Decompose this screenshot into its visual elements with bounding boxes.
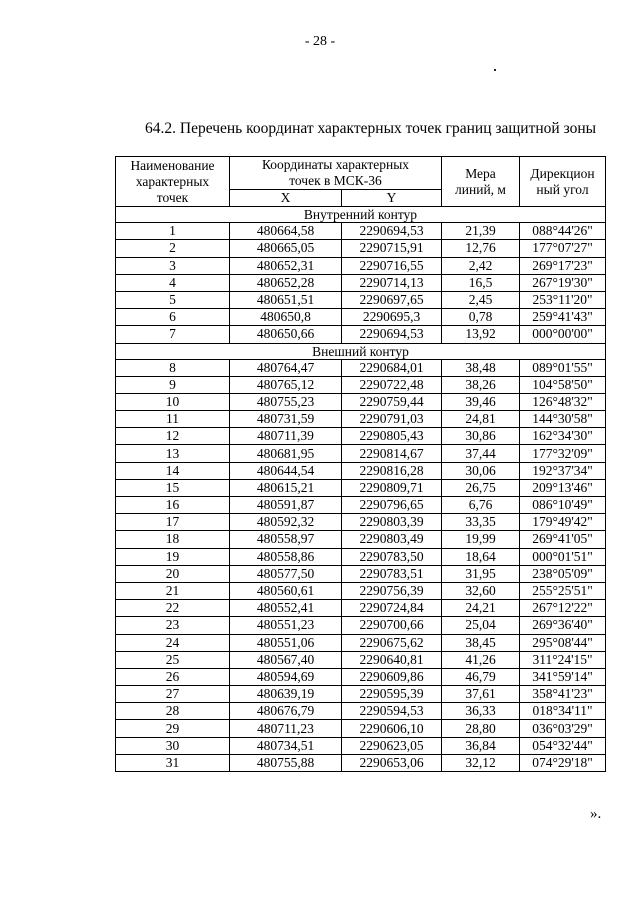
point-number-cell: 11 <box>116 411 230 428</box>
point-number-cell: 19 <box>116 548 230 565</box>
header-y: Y <box>342 190 442 207</box>
x-coordinate-cell: 480591,87 <box>230 497 342 514</box>
y-coordinate-cell: 2290805,43 <box>342 428 442 445</box>
header-direction-angle: Дирекцион ный угол <box>520 157 606 207</box>
table-row <box>116 686 606 703</box>
line-length-cell: 19,99 <box>442 531 520 548</box>
table-row <box>116 737 606 754</box>
direction-angle-cell: 267°19'30" <box>520 274 606 291</box>
point-number-cell: 21 <box>116 582 230 599</box>
line-length-cell: 46,79 <box>442 668 520 685</box>
x-coordinate-cell: 480551,06 <box>230 634 342 651</box>
table-row <box>116 600 606 617</box>
y-coordinate-cell: 2290715,91 <box>342 240 442 257</box>
direction-angle-cell: 209°13'46" <box>520 479 606 496</box>
line-length-cell: 38,48 <box>442 359 520 376</box>
table-row <box>116 326 606 343</box>
y-coordinate-cell: 2290816,28 <box>342 462 442 479</box>
direction-angle-cell: 269°17'23" <box>520 257 606 274</box>
header-point-name: Наименование характерных точек <box>116 157 230 207</box>
point-number-cell: 10 <box>116 393 230 410</box>
x-coordinate-cell: 480755,23 <box>230 393 342 410</box>
x-coordinate-cell: 480676,79 <box>230 703 342 720</box>
direction-angle-cell: 000°00'00" <box>520 326 606 343</box>
line-length-cell: 32,12 <box>442 754 520 771</box>
y-coordinate-cell: 2290609,86 <box>342 668 442 685</box>
line-length-cell: 36,84 <box>442 737 520 754</box>
point-number-cell: 12 <box>116 428 230 445</box>
table-row <box>116 497 606 514</box>
x-coordinate-cell: 480764,47 <box>230 359 342 376</box>
direction-angle-cell: 341°59'14" <box>520 668 606 685</box>
x-coordinate-cell: 480731,59 <box>230 411 342 428</box>
point-number-cell: 4 <box>116 274 230 291</box>
table-row <box>116 720 606 737</box>
line-length-cell: 13,92 <box>442 326 520 343</box>
table-row <box>116 668 606 685</box>
x-coordinate-cell: 480664,58 <box>230 223 342 240</box>
point-number-cell: 14 <box>116 462 230 479</box>
y-coordinate-cell: 2290595,39 <box>342 686 442 703</box>
page-title: 64.2. Перечень координат характерных точек границ защитной зоны <box>145 120 597 137</box>
direction-angle-cell: 162°34'30" <box>520 428 606 445</box>
direction-angle-cell: 358°41'23" <box>520 686 606 703</box>
table-row <box>116 514 606 531</box>
table-row <box>116 223 606 240</box>
point-number-cell: 25 <box>116 651 230 668</box>
point-number-cell: 23 <box>116 617 230 634</box>
table-row <box>116 479 606 496</box>
line-length-cell: 24,21 <box>442 600 520 617</box>
direction-angle-cell: 074°29'18" <box>520 754 606 771</box>
y-coordinate-cell: 2290722,48 <box>342 376 442 393</box>
header-coordinates: Координаты характерных точек в МСК-36 <box>230 157 442 190</box>
y-coordinate-cell: 2290700,66 <box>342 617 442 634</box>
table-row <box>116 393 606 410</box>
closing-quote: ». <box>590 806 602 822</box>
table-row <box>116 462 606 479</box>
table-row <box>116 565 606 582</box>
stray-dot <box>494 69 496 71</box>
y-coordinate-cell: 2290694,53 <box>342 223 442 240</box>
direction-angle-cell: 255°25'51" <box>520 582 606 599</box>
direction-angle-cell: 192°37'34" <box>520 462 606 479</box>
direction-angle-cell: 144°30'58" <box>520 411 606 428</box>
x-coordinate-cell: 480639,19 <box>230 686 342 703</box>
direction-angle-cell: 267°12'22" <box>520 600 606 617</box>
y-coordinate-cell: 2290623,05 <box>342 737 442 754</box>
y-coordinate-cell: 2290606,10 <box>342 720 442 737</box>
point-number-cell: 13 <box>116 445 230 462</box>
table-row <box>116 754 606 771</box>
y-coordinate-cell: 2290684,01 <box>342 359 442 376</box>
header-line-measure: Мера линий, м <box>442 157 520 207</box>
point-number-cell: 1 <box>116 223 230 240</box>
line-length-cell: 41,26 <box>442 651 520 668</box>
point-number-cell: 18 <box>116 531 230 548</box>
point-number-cell: 3 <box>116 257 230 274</box>
y-coordinate-cell: 2290809,71 <box>342 479 442 496</box>
y-coordinate-cell: 2290791,03 <box>342 411 442 428</box>
line-length-cell: 30,86 <box>442 428 520 445</box>
x-coordinate-cell: 480711,23 <box>230 720 342 737</box>
x-coordinate-cell: 480650,8 <box>230 309 342 326</box>
point-number-cell: 26 <box>116 668 230 685</box>
y-coordinate-cell: 2290675,62 <box>342 634 442 651</box>
direction-angle-cell: 177°07'27" <box>520 240 606 257</box>
table-body <box>116 207 606 772</box>
direction-angle-cell: 238°05'09" <box>520 565 606 582</box>
y-coordinate-cell: 2290716,55 <box>342 257 442 274</box>
table-row <box>116 634 606 651</box>
line-length-cell: 16,5 <box>442 274 520 291</box>
x-coordinate-cell: 480594,69 <box>230 668 342 685</box>
line-length-cell: 12,76 <box>442 240 520 257</box>
point-number-cell: 24 <box>116 634 230 651</box>
x-coordinate-cell: 480592,32 <box>230 514 342 531</box>
point-number-cell: 17 <box>116 514 230 531</box>
x-coordinate-cell: 480558,86 <box>230 548 342 565</box>
y-coordinate-cell: 2290724,84 <box>342 600 442 617</box>
line-length-cell: 28,80 <box>442 720 520 737</box>
table-row <box>116 376 606 393</box>
line-length-cell: 30,06 <box>442 462 520 479</box>
section-title: Внешний контур <box>116 343 606 359</box>
table-row <box>116 617 606 634</box>
line-length-cell: 39,46 <box>442 393 520 410</box>
point-number-cell: 28 <box>116 703 230 720</box>
y-coordinate-cell: 2290783,51 <box>342 565 442 582</box>
direction-angle-cell: 311°24'15" <box>520 651 606 668</box>
table-row <box>116 359 606 376</box>
point-number-cell: 22 <box>116 600 230 617</box>
line-length-cell: 38,45 <box>442 634 520 651</box>
direction-angle-cell: 269°41'05" <box>520 531 606 548</box>
y-coordinate-cell: 2290803,39 <box>342 514 442 531</box>
line-length-cell: 25,04 <box>442 617 520 634</box>
y-coordinate-cell: 2290759,44 <box>342 393 442 410</box>
section-row <box>116 207 606 223</box>
y-coordinate-cell: 2290814,67 <box>342 445 442 462</box>
direction-angle-cell: 000°01'51" <box>520 548 606 565</box>
line-length-cell: 38,26 <box>442 376 520 393</box>
line-length-cell: 37,44 <box>442 445 520 462</box>
x-coordinate-cell: 480577,50 <box>230 565 342 582</box>
table-row <box>116 445 606 462</box>
table-row <box>116 531 606 548</box>
point-number-cell: 15 <box>116 479 230 496</box>
direction-angle-cell: 086°10'49" <box>520 497 606 514</box>
point-number-cell: 5 <box>116 291 230 308</box>
line-length-cell: 18,64 <box>442 548 520 565</box>
direction-angle-cell: 179°49'42" <box>520 514 606 531</box>
y-coordinate-cell: 2290756,39 <box>342 582 442 599</box>
line-length-cell: 32,60 <box>442 582 520 599</box>
table-row <box>116 240 606 257</box>
line-length-cell: 0,78 <box>442 309 520 326</box>
table-row <box>116 309 606 326</box>
point-number-cell: 2 <box>116 240 230 257</box>
point-number-cell: 27 <box>116 686 230 703</box>
direction-angle-cell: 104°58'50" <box>520 376 606 393</box>
point-number-cell: 30 <box>116 737 230 754</box>
point-number-cell: 31 <box>116 754 230 771</box>
line-length-cell: 33,35 <box>442 514 520 531</box>
x-coordinate-cell: 480615,21 <box>230 479 342 496</box>
direction-angle-cell: 054°32'44" <box>520 737 606 754</box>
direction-angle-cell: 088°44'26" <box>520 223 606 240</box>
x-coordinate-cell: 480644,54 <box>230 462 342 479</box>
direction-angle-cell: 253°11'20" <box>520 291 606 308</box>
direction-angle-cell: 126°48'32" <box>520 393 606 410</box>
line-length-cell: 21,39 <box>442 223 520 240</box>
line-length-cell: 36,33 <box>442 703 520 720</box>
y-coordinate-cell: 2290653,06 <box>342 754 442 771</box>
x-coordinate-cell: 480650,66 <box>230 326 342 343</box>
y-coordinate-cell: 2290640,81 <box>342 651 442 668</box>
line-length-cell: 31,95 <box>442 565 520 582</box>
line-length-cell: 6,76 <box>442 497 520 514</box>
point-number-cell: 16 <box>116 497 230 514</box>
line-length-cell: 24,81 <box>442 411 520 428</box>
x-coordinate-cell: 480567,40 <box>230 651 342 668</box>
x-coordinate-cell: 480734,51 <box>230 737 342 754</box>
y-coordinate-cell: 2290714,13 <box>342 274 442 291</box>
x-coordinate-cell: 480765,12 <box>230 376 342 393</box>
y-coordinate-cell: 2290594,53 <box>342 703 442 720</box>
table-row <box>116 274 606 291</box>
x-coordinate-cell: 480651,51 <box>230 291 342 308</box>
point-number-cell: 20 <box>116 565 230 582</box>
line-length-cell: 37,61 <box>442 686 520 703</box>
direction-angle-cell: 018°34'11" <box>520 703 606 720</box>
point-number-cell: 6 <box>116 309 230 326</box>
direction-angle-cell: 177°32'09" <box>520 445 606 462</box>
x-coordinate-cell: 480560,61 <box>230 582 342 599</box>
header-x: X <box>230 190 342 207</box>
x-coordinate-cell: 480551,23 <box>230 617 342 634</box>
direction-angle-cell: 295°08'44" <box>520 634 606 651</box>
y-coordinate-cell: 2290697,65 <box>342 291 442 308</box>
line-length-cell: 26,75 <box>442 479 520 496</box>
section-title: Внутренний контур <box>116 207 606 223</box>
x-coordinate-cell: 480652,28 <box>230 274 342 291</box>
table-row <box>116 411 606 428</box>
x-coordinate-cell: 480552,41 <box>230 600 342 617</box>
point-number-cell: 9 <box>116 376 230 393</box>
direction-angle-cell: 269°36'40" <box>520 617 606 634</box>
point-number-cell: 29 <box>116 720 230 737</box>
table-row <box>116 291 606 308</box>
table-row <box>116 651 606 668</box>
x-coordinate-cell: 480711,39 <box>230 428 342 445</box>
line-length-cell: 2,42 <box>442 257 520 274</box>
coordinates-table <box>115 156 606 772</box>
y-coordinate-cell: 2290783,50 <box>342 548 442 565</box>
point-number-cell: 8 <box>116 359 230 376</box>
x-coordinate-cell: 480681,95 <box>230 445 342 462</box>
table-row <box>116 428 606 445</box>
section-row <box>116 343 606 359</box>
direction-angle-cell: 036°03'29" <box>520 720 606 737</box>
x-coordinate-cell: 480558,97 <box>230 531 342 548</box>
direction-angle-cell: 259°41'43" <box>520 309 606 326</box>
table-row <box>116 703 606 720</box>
x-coordinate-cell: 480652,31 <box>230 257 342 274</box>
x-coordinate-cell: 480755,88 <box>230 754 342 771</box>
table-row <box>116 548 606 565</box>
y-coordinate-cell: 2290695,3 <box>342 309 442 326</box>
y-coordinate-cell: 2290796,65 <box>342 497 442 514</box>
table-row <box>116 257 606 274</box>
y-coordinate-cell: 2290694,53 <box>342 326 442 343</box>
point-number-cell: 7 <box>116 326 230 343</box>
direction-angle-cell: 089°01'55" <box>520 359 606 376</box>
line-length-cell: 2,45 <box>442 291 520 308</box>
y-coordinate-cell: 2290803,49 <box>342 531 442 548</box>
page-number: - 28 - <box>304 34 336 49</box>
x-coordinate-cell: 480665,05 <box>230 240 342 257</box>
table-row <box>116 582 606 599</box>
